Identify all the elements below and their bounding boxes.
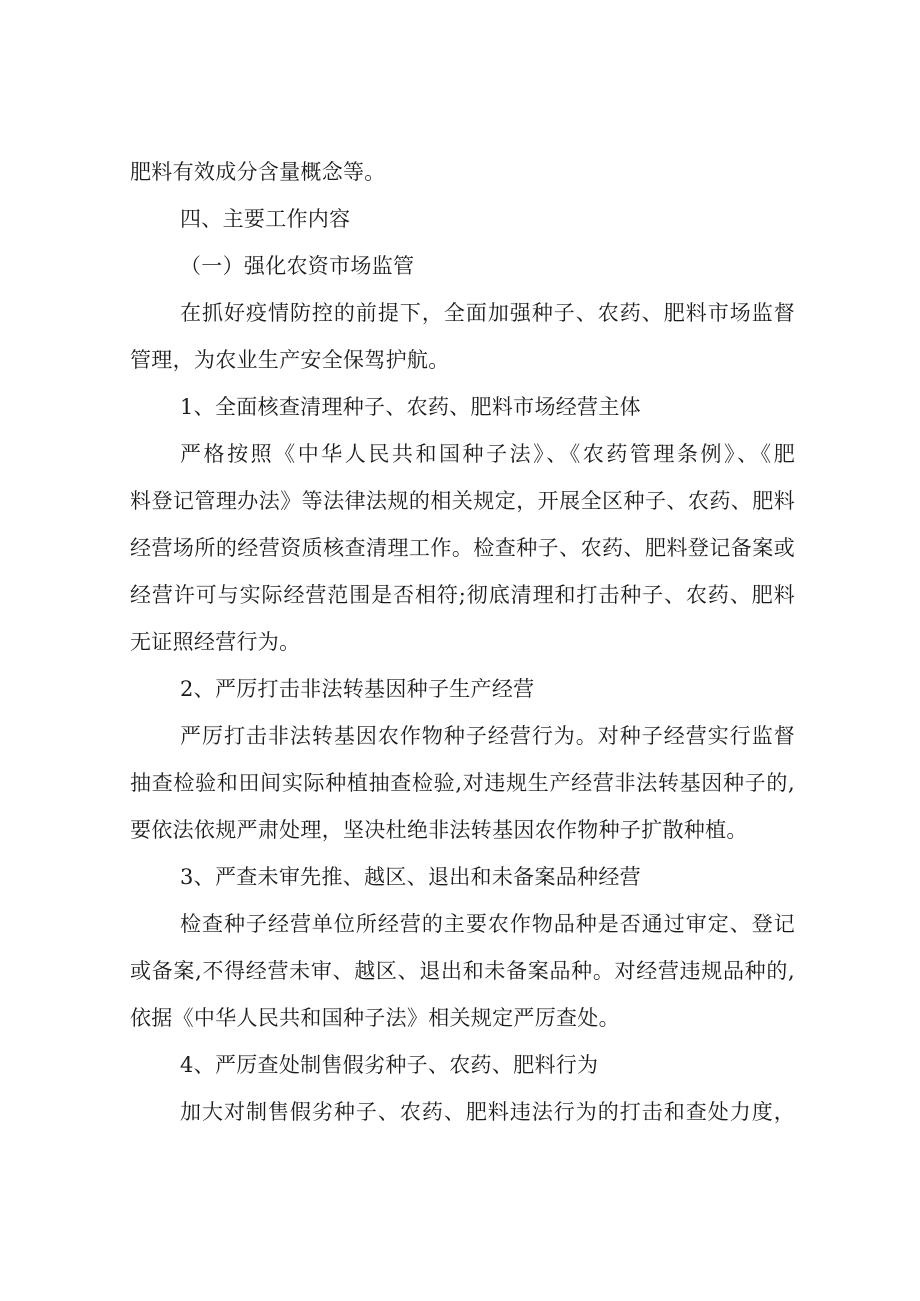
paragraph-line: 料登记管理办法》等法律法规的相关规定，开展全区种子、农药、肥料 xyxy=(130,489,795,513)
section-heading: 四、主要工作内容 xyxy=(180,207,351,231)
paragraph-line: 肥料有效成分含量概念等。 xyxy=(130,160,386,184)
paragraph-line: 经营许可与实际经营范围是否相符;彻底清理和打击种子、农药、肥料 xyxy=(130,583,795,607)
paragraph-line: 严格按照《中华人民共和国种子法》、《农药管理条例》、《肥 xyxy=(180,442,795,466)
paragraph-line: 要依法依规严肃处理，坚决杜绝非法转基因农作物种子扩散种植。 xyxy=(130,818,748,842)
paragraph-line: 严厉打击非法转基因农作物种子经营行为。对种子经营实行监督 xyxy=(180,724,795,748)
paragraph-line: 或备案,不得经营未审、越区、退出和未备案品种。对经营违规品种的, xyxy=(130,959,795,983)
item-heading: 3、严查未审先推、越区、退出和未备案品种经营 xyxy=(180,865,641,889)
paragraph-line: 经营场所的经营资质核查清理工作。检查种子、农药、肥料登记备案或 xyxy=(130,536,795,560)
paragraph-line: 管理，为农业生产安全保驾护航。 xyxy=(130,348,450,372)
item-heading: 4、严厉查处制售假劣种子、农药、肥料行为 xyxy=(180,1053,599,1077)
paragraph-line: 加大对制售假劣种子、农药、肥料违法行为的打击和查处力度， xyxy=(180,1100,795,1124)
document-body xyxy=(130,149,795,1136)
paragraph-line: 依据《中华人民共和国种子法》相关规定严厉查处。 xyxy=(130,1006,620,1030)
paragraph-line: 抽查检验和田间实际种植抽查检验,对违规生产经营非法转基因种子的, xyxy=(130,771,795,795)
paragraph-line: 检查种子经营单位所经营的主要农作物品种是否通过审定、登记 xyxy=(180,912,795,936)
item-heading: 1、全面核查清理种子、农药、肥料市场经营主体 xyxy=(180,395,641,419)
subsection-heading: （一）强化农资市场监管 xyxy=(180,254,415,278)
paragraph-line: 无证照经营行为。 xyxy=(130,630,301,654)
item-heading: 2、严厉打击非法转基因种子生产经营 xyxy=(180,677,535,701)
paragraph-line: 在抓好疫情防控的前提下，全面加强种子、农药、肥料市场监督 xyxy=(180,301,795,325)
